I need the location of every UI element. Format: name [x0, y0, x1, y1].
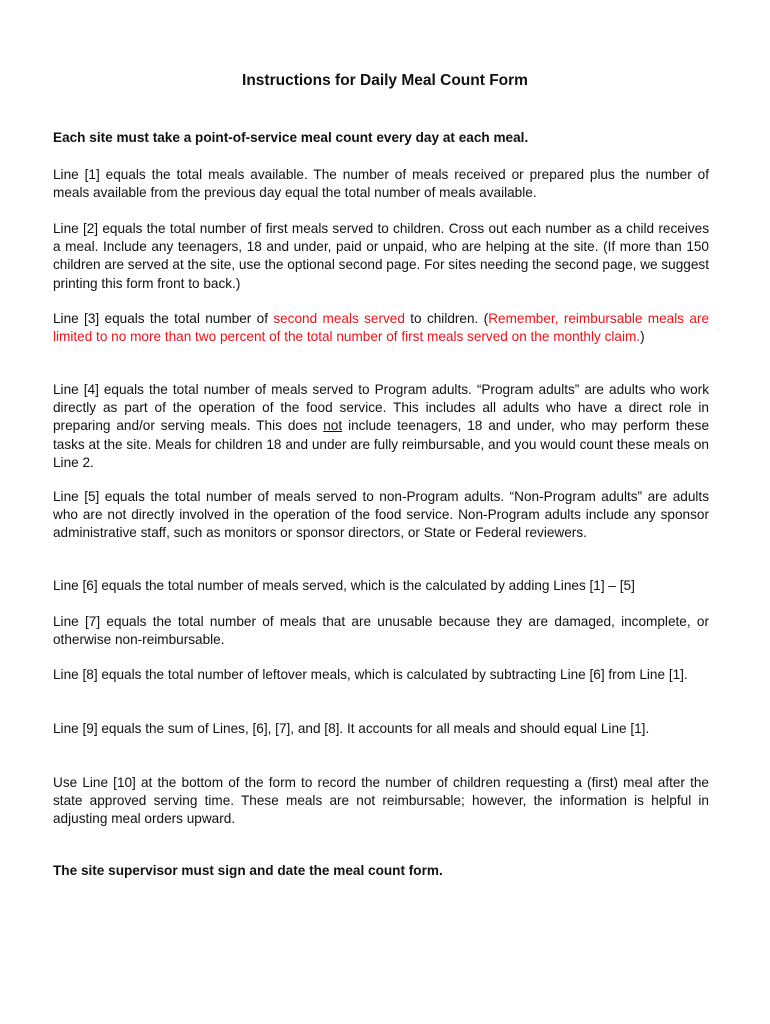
- line-3-text-b: to children. (: [404, 311, 489, 326]
- line-2-instruction: Line [2] equals the total number of first meals served to children. Cross out each number as a child receives a meal. Include any teenagers, 18 and under, paid or unpaid, who are helping at the site. (If more than 150 children are served at the site, use the optional second page. For sites needing the second page, we suggest printing this form front to back.): [53, 221, 709, 291]
- line-6-instruction: Line [6] equals the total number of meals served, which is the calculated by adding Lines [1] – [5]: [53, 578, 635, 593]
- line-8-instruction: Line [8] equals the total number of leftover meals, which is calculated by subtracting Line [6] from Line [1].: [53, 667, 688, 682]
- line-3-reminder: Remember, reimbursable meals are limited to no more than two percent of the total number of first meals served on the monthly claim.: [53, 311, 710, 345]
- line-1-instruction: Line [1] equals the total meals available. The number of meals received or prepared plus the number of meals available from the previous day equal the total number of meals available.: [53, 167, 709, 201]
- line-4-text-a: Line [4] equals the total number of meals served to Program adults. “Program adults” are adults who work directly as part of the operation of the food service. This includes all adults who have a direct role in preparing and/or serving meals. This does: [53, 382, 709, 434]
- line-3-text-c: ): [640, 329, 645, 345]
- line-10-instruction: Use Line [10] at the bottom of the form to record the number of children requesting a (first) meal after the state approved serving time. These meals are not reimbursable; however, the information is helpful in adjusting meal orders upward.: [53, 775, 709, 827]
- line-4-instruction: [53, 381, 709, 472]
- line-9-instruction: Line [9] equals the sum of Lines, [6], [7], and [8]. It accounts for all meals and should equal Line [1].: [53, 721, 650, 736]
- closing-statement: The site supervisor must sign and date the meal count form.: [53, 863, 443, 878]
- line-3-highlight-second-meals: second meals served: [273, 311, 405, 326]
- page-title: Instructions for Daily Meal Count Form: [242, 72, 528, 89]
- line-3-instruction: [53, 310, 709, 346]
- intro-statement: Each site must take a point-of-service meal count every day at each meal.: [53, 130, 529, 145]
- line-7-instruction: Line [7] equals the total number of meals that are unusable because they are damaged, incomplete, or otherwise non-reimbursable.: [53, 614, 709, 648]
- line-4-text-b: include teenagers, 18 and under, who may perform these tasks at the site. Meals for children 18 and under are fully reimbursable, and you would count these meals on Line 2.: [53, 418, 710, 470]
- line-4-underlined-not: not: [323, 418, 343, 434]
- line-5-instruction: Line [5] equals the total number of meals served to non-Program adults. “Non-Program adults” are adults who are not directly involved in the operation of the food service. Non-Program adults include any sponsor administrative staff, such as monitors or sponsor directors, or State or Federal reviewers.: [53, 489, 709, 541]
- line-3-text-a: Line [3] equals the total number of: [53, 311, 274, 326]
